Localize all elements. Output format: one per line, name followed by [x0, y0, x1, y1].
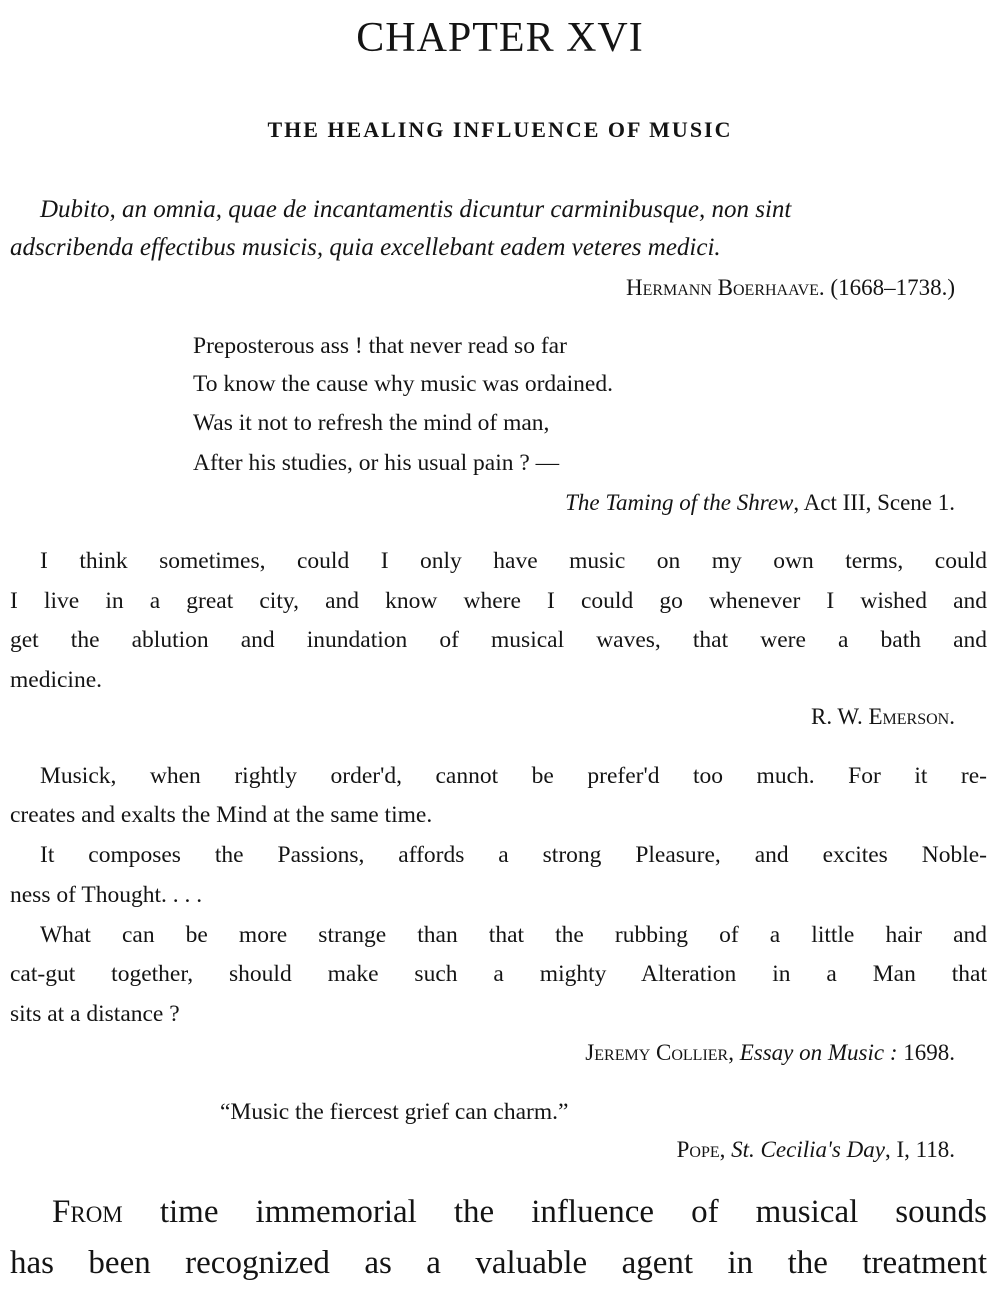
attribution-author: Jeremy Collier,: [585, 1040, 740, 1065]
chapter-title: THE HEALING INFLUENCE OF MUSIC: [267, 117, 733, 142]
chapter-heading: CHAPTER XVI: [356, 15, 644, 61]
collier-line-4: ness of Thought. . . .: [10, 882, 203, 908]
emerson-line-4: medicine.: [10, 667, 103, 693]
epigraph-attribution-boerhaave: [626, 275, 955, 301]
collier-line-7: sits at a distance ?: [10, 1001, 180, 1027]
collier-line-6: cat-gut together, should make such a mighty Alteration in a Man that: [10, 961, 987, 987]
epigraph-attribution-pope: [677, 1137, 955, 1163]
attribution-author: Pope,: [676, 1137, 732, 1162]
epigraph-attribution-shakespeare: [565, 490, 955, 516]
attribution-dates: (1668–1738.): [830, 275, 955, 300]
collier-line-2: creates and exalts the Mind at the same time.: [10, 802, 433, 828]
body-paragraph-line-2: has been recognized as a valuable agent in the treatment: [10, 1245, 987, 1281]
epigraph-attribution-collier: [585, 1040, 955, 1066]
collier-line-3: It composes the Passions, affords a strong Pleasure, and excites Noble-: [40, 842, 987, 868]
attribution-location: , I, 118.: [884, 1137, 955, 1162]
emerson-line-3: get the ablution and inundation of musical waves, that were a bath and: [10, 627, 987, 653]
emerson-line-2: I live in a great city, and know where I could go whenever I wished and: [10, 588, 987, 614]
attribution-work-title: The Taming of the Shrew: [565, 490, 794, 515]
collier-line-5: What can be more strange than that the rubbing of a little hair and: [40, 922, 987, 948]
attribution-location: , Act III, Scene 1.: [793, 490, 955, 515]
drop-word: From: [52, 1194, 123, 1230]
epigraph-attribution-emerson: R. W. Emerson.: [810, 704, 955, 729]
attribution-work-title: Essay on Music :: [739, 1040, 898, 1065]
collier-line-1: Musick, when rightly order'd, cannot be prefer'd too much. For it re-: [40, 763, 987, 789]
attribution-year: 1698.: [897, 1040, 955, 1065]
verse-line: After his studies, or his usual pain ? —: [193, 450, 560, 476]
verse-line: Was it not to refresh the mind of man,: [193, 410, 550, 436]
body-paragraph-line-1: From time immemorial the influence of musical sounds: [52, 1194, 987, 1230]
emerson-line-1: I think sometimes, could I only have music on my own terms, could: [40, 548, 987, 574]
verse-line: Preposterous ass ! that never read so far: [193, 333, 567, 359]
epigraph-latin-line-1: Dubito, an omnia, quae de incantamentis dicuntur carminibusque, non sint: [40, 196, 792, 223]
attribution-author: Hermann Boerhaave.: [625, 275, 825, 300]
pope-quote: “Music the fiercest grief can charm.”: [220, 1099, 569, 1125]
verse-line: To know the cause why music was ordained.: [193, 371, 613, 397]
attribution-work-title: St. Cecilia's Day: [731, 1137, 885, 1162]
epigraph-latin-line-2: adscribenda effectibus musicis, quia excellebant eadem veteres medici.: [10, 234, 721, 261]
